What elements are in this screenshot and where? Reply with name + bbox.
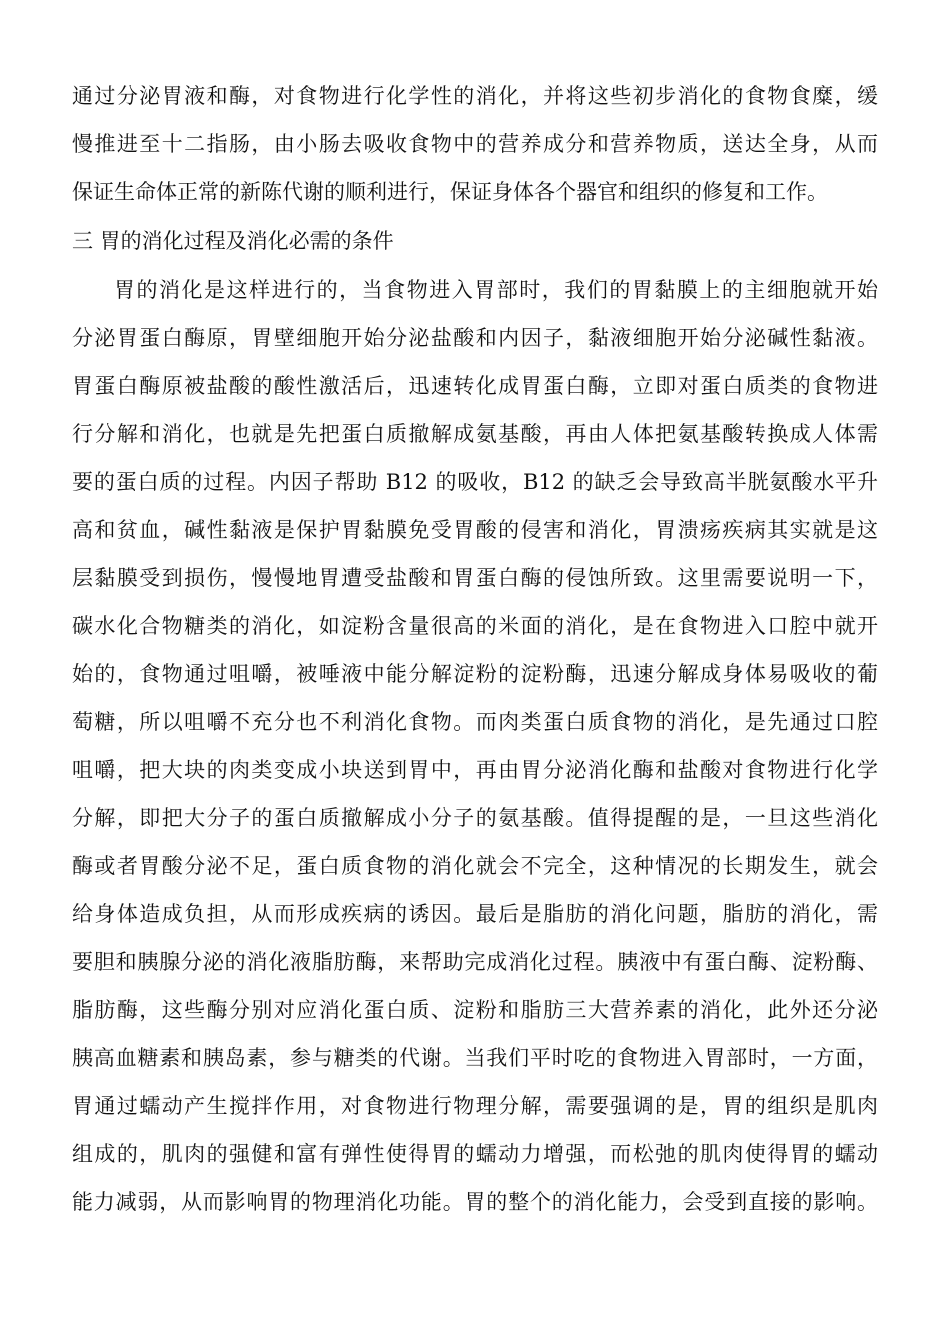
text-line: 碳水化合物糖类的消化，如淀粉含量很高的米面的消化，是在食物进入口腔中就开 [72, 614, 878, 638]
text-line: 萄糖，所以咀嚼不充分也不利消化食物。而肉类蛋白质食物的消化，是先通过口腔 [72, 710, 878, 734]
text-line: 要的蛋白质的过程。内因子帮助 B12 的吸收，B12 的缺乏会导致高半胱氨酸水平升 [72, 470, 878, 494]
text-line: 层黏膜受到损伤，慢慢地胃遭受盐酸和胃蛋白酶的侵蚀所致。这里需要说明一下， [72, 566, 878, 590]
text-line: 脂肪酶，这些酶分别对应消化蛋白质、淀粉和脂肪三大营养素的消化，此外还分泌 [72, 998, 878, 1022]
text-line: 行分解和消化，也就是先把蛋白质撤解成氨基酸，再由人体把氨基酸转换成人体需 [72, 422, 878, 446]
text-line: 慢推进至十二指肠，由小肠去吸收食物中的营养成分和营养物质，送达全身，从而 [72, 132, 878, 156]
text-line: 保证生命体正常的新陈代谢的顺利进行，保证身体各个器官和组织的修复和工作。 [72, 180, 828, 204]
text-line: 胃蛋白酶原被盐酸的酸性激活后，迅速转化成胃蛋白酶，立即对蛋白质类的食物进 [72, 374, 878, 398]
text-line: 胃的消化是这样进行的，当食物进入胃部时，我们的胃黏膜上的主细胞就开始 [114, 278, 878, 302]
main-paragraph [72, 266, 878, 1226]
document-page [72, 72, 878, 1226]
text-line: 咀嚼，把大块的肉类变成小块送到胃中，再由胃分泌消化酶和盐酸对食物进行化学 [72, 758, 878, 782]
text-line: 胃通过蠕动产生搅拌作用，对食物进行物理分解，需要强调的是，胃的组织是肌肉 [72, 1094, 878, 1118]
text-line: 胰高血糖素和胰岛素，参与糖类的代谢。当我们平时吃的食物进入胃部时，一方面， [72, 1046, 878, 1070]
text-line: 能力减弱，从而影响胃的物理消化功能。胃的整个的消化能力，会受到直接的影响。 [72, 1190, 878, 1214]
text-line: 通过分泌胃液和酶，对食物进行化学性的消化，并将这些初步消化的食物食糜，缓 [72, 84, 878, 108]
text-line: 给身体造成负担，从而形成疾病的诱因。最后是脂肪的消化问题，脂肪的消化，需 [72, 902, 878, 926]
text-line: 分解，即把大分子的蛋白质撤解成小分子的氨基酸。值得提醒的是，一旦这些消化 [72, 806, 878, 830]
continued-paragraph [72, 72, 878, 216]
text-line: 分泌胃蛋白酶原，胃壁细胞开始分泌盐酸和内因子，黏液细胞开始分泌碱性黏液。 [72, 326, 878, 350]
text-line: 组成的，肌肉的强健和富有弹性使得胃的蠕动力增强，而松弛的肌肉使得胃的蠕动 [72, 1142, 878, 1166]
text-line: 酶或者胃酸分泌不足，蛋白质食物的消化就会不完全，这种情况的长期发生，就会 [72, 854, 878, 878]
text-line: 要胆和胰腺分泌的消化液脂肪酶，来帮助完成消化过程。胰液中有蛋白酶、淀粉酶、 [72, 950, 878, 974]
text-line: 始的，食物通过咀嚼，被唾液中能分解淀粉的淀粉酶，迅速分解成身体易吸收的葡 [72, 662, 878, 686]
text-line: 高和贫血，碱性黏液是保护胃黏膜免受胃酸的侵害和消化，胃溃疡疾病其实就是这 [72, 518, 878, 542]
section-heading: 三 胃的消化过程及消化必需的条件 [72, 229, 394, 253]
